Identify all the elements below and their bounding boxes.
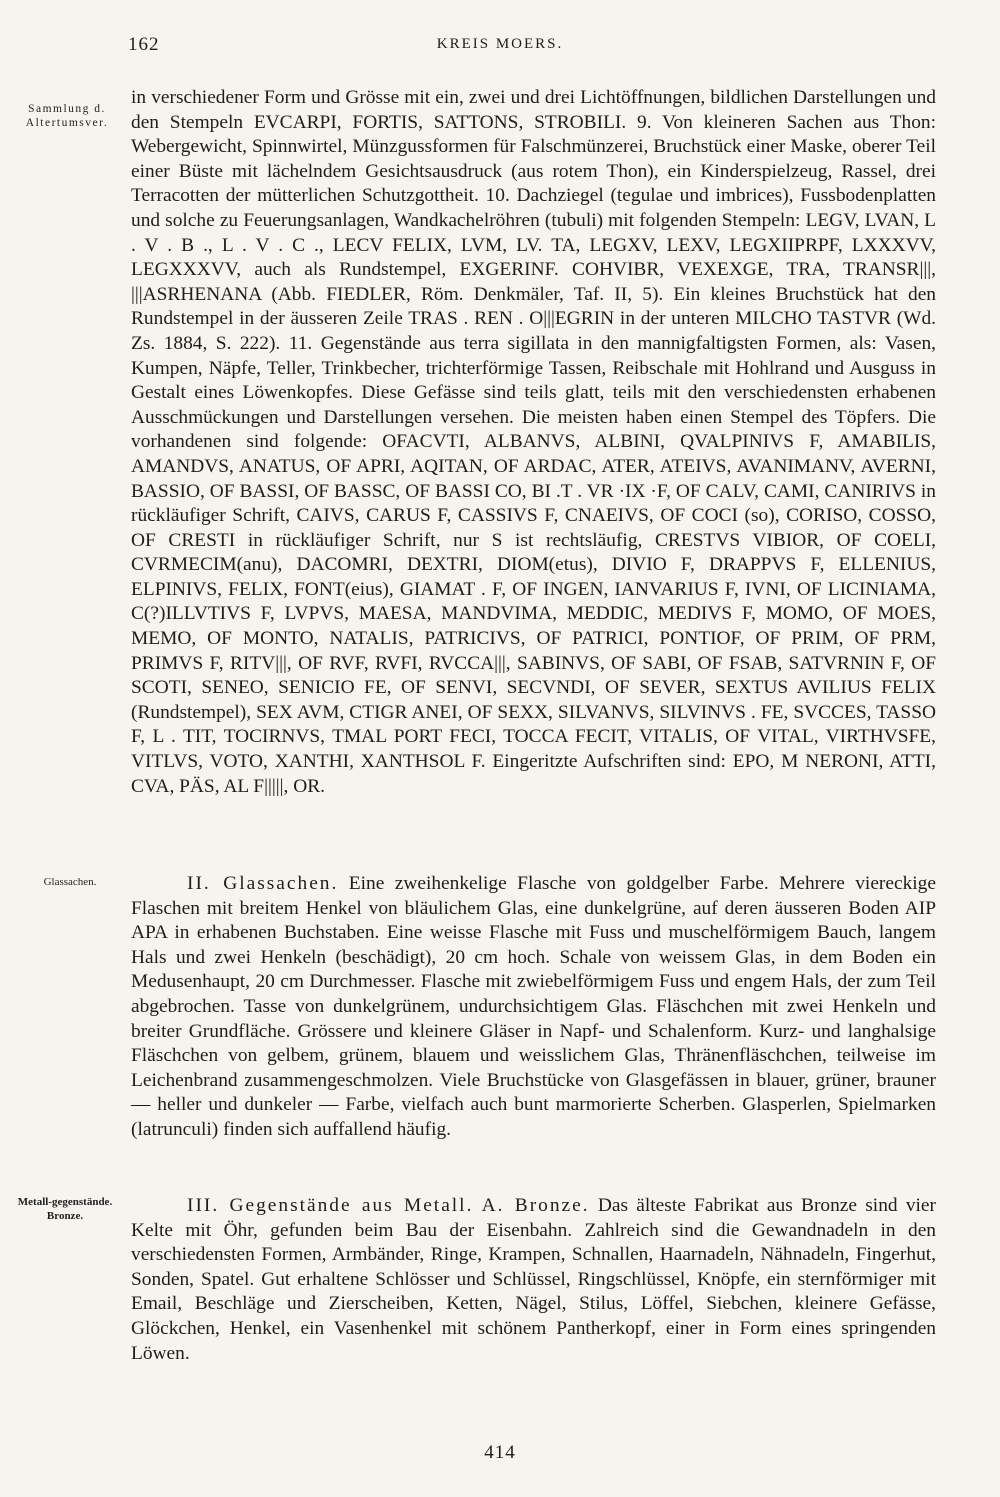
running-title: KREIS MOERS. (436, 36, 564, 52)
section-metal-subheading: A. Bronze. (481, 1195, 590, 1216)
margin-note-metal: Metall-gegenstände. Bronze. (17, 1196, 113, 1222)
paragraph-glass (131, 872, 936, 1143)
section-metal-body: Das älteste Fabrikat aus Bronze sind vier Kelte mit Öhr, gefunden beim Bau der Eisenbahn. Zahlreich sind die Gewandnadeln in den verschiedensten Formen, Armbänder, Ringe, Krampen, Schnallen, Haarnadeln, Nähnadeln, Fingerhut, Sonden, Spatel. Gut erhaltene Schlösser und Schlüssel, Ringschlüssel, Knöpfe, ein sternförmiger mit Email, Beschläge und Zierscheiben, Ketten, Nägel, Stilus, Löffel, Siebchen, kleinere Gefässe, Glöckchen, Henkel, ein Vasenhenkel mit schönem Pantherkopf, einer in Form eines springenden Löwen. (131, 1195, 936, 1364)
paragraph-metal (131, 1194, 936, 1366)
folio-number: 414 (484, 1442, 516, 1463)
page-number: 162 (128, 34, 160, 55)
section-glass-body: Eine zweihenkelige Flasche von goldgelber Farbe. Mehrere viereckige Flaschen mit breitem Henkel von bläulichem Glas, eine dunkelgrüne, auf deren äusseren Boden AIP APA in erhabenen Buchstaben. Eine weisse Flasche mit Fuss und muschelförmigem Bauch, langem Hals und zwei Henkeln (beschädigt), 20 cm hoch. Schale von weissem Glas, in dem Boden ein Medusenhaupt, 20 cm Durchmesser. Flasche mit zwiebelförmigem Fuss und engem Hals, der zum Teil abgebrochen. Tasse von dunkelgrünem, undurchsichtigem Glas. Fläschchen mit zwei Henkeln und breiter Grundfläche. Grössere und kleinere Gläser in Napf- und Schalenform. Kurz- und langhalsige Fläschchen von gelbem, grünem, blauem und weisslichem Glas, Thränenfläschchen, teilweise im Leichenbrand zusammengeschmolzen. Viele Bruchstücke von Glasgefässen in blauer, grüner, brauner — heller und dunkeler — Farbe, vielfach auch bunt marmorierte Scherben. Glasperlen, Spielmarken (latrunculi) finden sich auffallend häufig. (131, 873, 936, 1140)
section-metal-text (131, 1194, 936, 1366)
section-glass-heading: II. Glassachen. (187, 873, 339, 894)
section-glass-text (131, 872, 936, 1143)
margin-note-glass: Glassachen. (43, 876, 97, 888)
margin-note-collection: Sammlung d. Altertumsver. (25, 103, 109, 129)
paragraph-ceramics: in verschiedener Form und Grösse mit ein, zwei und drei Lichtöffnungen, bildlichen Darstellungen und den Stempeln EVCARPI, FORTIS, SATTONS, STROBILI. 9. Von kleineren Sachen aus Thon: Webergewicht, Spinnwirtel, Münzgussformen für Falschmünzerei, Bruchstück einer Maske, oberer Teil einer Büste mit lächelndem Gesichtsausdruck (aus rotem Thon), ein Kinderspielzeug, Rassel, drei Terracotten der mütterlichen Schutzgottheit. 10. Dachziegel (tegulae und imbrices), Fussbodenplatten und solche zu Feuerungsanlagen, Wandkachelröhren (tubuli) mit folgenden Stempeln: LEGV, LVAN, L . V . B ., L . V . C ., LECV FELIX, LVM, LV. TA, LEGXV, LEXV, LEGXIIPRPF, LXXXVV, LEGXXXVV, auch als Rundstempel, EXGERINF. COHVIBR, VEXEXGE, TRA, TRANSR|||, |||ASRHENANA (Abb. FIEDLER, Röm. Denkmäler, Taf. II, 5). Ein kleines Bruchstück hat den Rundstempel in der äusseren Zeile TRAS . REN . O|||EGRIN in der unteren MILCHO TASTVR (Wd. Zs. 1884, S. 222). 11. Gegenstände aus terra sigillata in den mannigfaltigsten Formen, als: Vasen, Kumpen, Näpfe, Teller, Trinkbecher, trichterförmige Tassen, Reibschale mit Hohlrand und Ausguss in Gestalt eines Löwenkopfes. Diese Gefässe sind teils glatt, teils mit den verschiedensten erhabenen Ausschmückungen und Darstellungen versehen. Die meisten haben einen Stempel des Töpfers. Die vorhandenen sind folgende: OFACVTI, ALBANVS, ALBINI, QVALPINIVS F, AMABILIS, AMANDVS, ANATUS, OF APRI, AQITAN, OF ARDAC, ATER, ATEIVS, AVANIMANV, AVERNI, BASSIO, OF BASSI, OF BASSC, OF BASSI CO, BI .T . VR ·IX ·F, OF CALV, CAMI, CANIRIVS in rückläufiger Schrift, CAIVS, CARUS F, CASSIVS F, CNAEIVS, OF COCI (so), CORISO, COSSO, OF CRESTI in rückläufiger Schrift, nur S ist rechtsläufig, CRESTVS VIBIOR, OF COELI, CVRMECIM(anu), DACOMRI, DEXTRI, DIOM(etus), DIVIO F, DRAPPVS F, ELLENIUS, ELPINIVS, FELIX, FONT(eius), GIAMAT . F, OF INGEN, IANVARIUS F, IVNI, OF LICINIAMA, C(?)ILLVTIVS F, LVPVS, MAESA, MANDVIMA, MEDDIC, MEDIVS F, MOMO, OF MOES, MEMO, OF MONTO, NATALIS, PATRICIVS, OF PATRICI, PONTIOF, OF PRIM, OF PRM, PRIMVS F, RITV|||, OF RVF, RVFI, RVCCA|||, SABINVS, OF SABI, OF FSAB, SATVRNIN F, OF SCOTI, SENEO, SENICIO FE, OF SENVI, SECVNDI, OF SEVER, SEXTUS AVILIUS FELIX (Rundstempel), SEX AVM, CTIGR ANEI, OF SEXX, SILVANVS, SILVINVS . FE, SVCCES, TASSO F, L . TIT, TOCIRNVS, TMAL PORT FECI, TOCCA FECIT, VITALIS, OF VITAL, VIRTHVSFE, VITLVS, VOTO, XANTHI, XANTHSOL F. Eingeritzte Aufschriften sind: EPO, M NERONI, ATTI, CVA, PÄS, AL F|||||, OR. (131, 87, 936, 797)
section-metal-heading: III. Gegenstände aus Metall. (187, 1195, 474, 1216)
section-ceramics-text (131, 86, 936, 799)
